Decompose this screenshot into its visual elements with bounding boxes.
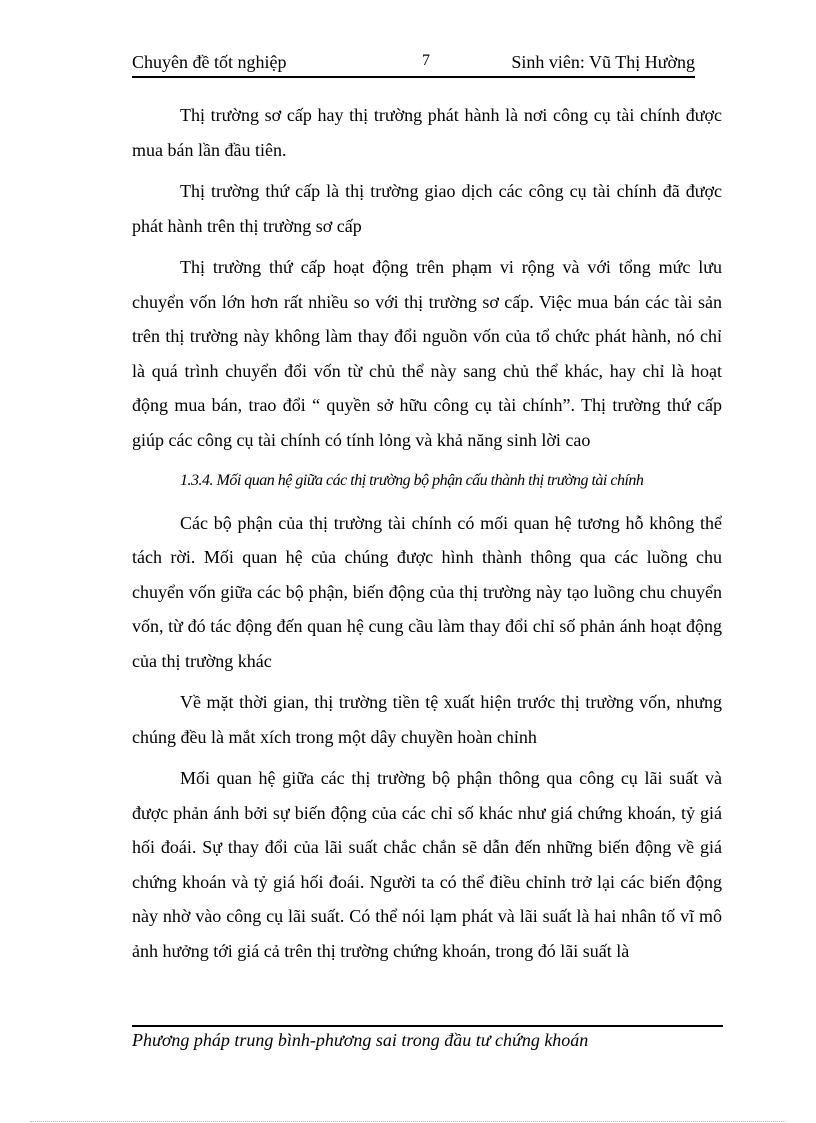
paragraph: Các bộ phận của thị trường tài chính có mối quan hệ tương hỗ không thể tách rời. Mối quan hệ của chúng được hình thành thông qua các luồng chu chuyển vốn giữa các bộ phận, biến động của thị trường này tạo luồng chu chuyển vốn, từ đó tác động đến quan hệ cung cầu làm thay đổi chỉ số phản ánh hoạt động của thị trường khác [132, 512, 722, 671]
paragraph: Thị trường thứ cấp hoạt động trên phạm vi rộng và với tổng mức lưu chuyển vốn lớn hơn rất nhiều so với thị trường sơ cấp. Việc mua bán các tài sản trên thị trường này không làm thay đổi nguồn vốn của tổ chức phát hành, nó chỉ là quá trình chuyển đổi vốn từ chủ thể này sang chủ thể khác, hay chỉ là hoạt động mua bán, trao đổi “ quyền sở hữu công cụ tài chính”. Thị trường thứ cấp giúp các công cụ tài chính có tính lỏng và khả năng sinh lời cao [132, 257, 722, 450]
paragraph: Thị trường thứ cấp là thị trường giao dịch các công cụ tài chính đã được phát hành trên thị trường sơ cấp [132, 181, 722, 236]
page-number: 7 [422, 52, 430, 69]
paragraph: Mối quan hệ giữa các thị trường bộ phận thông qua công cụ lãi suất và được phản ánh bởi sự biến động của các chỉ số khác như giá chứng khoán, tỷ giá hối đoái. Sự thay đổi của lãi suất chắc chắn sẽ dẫn đến những biến động về giá chứng khoán và tỷ giá hối đoái. Người ta có thể điều chỉnh trở lại các biến động này nhờ vào công cụ lãi suất. Có thể nói lạm phát và lãi suất là hai nhân tố vĩ mô ảnh hưởng tới giá cả trên thị trường chứng khoán, trong đó lãi suất là [132, 768, 722, 961]
page-header [132, 52, 695, 78]
header-author: Sinh viên: Vũ Thị Hường [511, 52, 695, 72]
paragraph: Thị trường sơ cấp hay thị trường phát hành là nơi công cụ tài chính được mua bán lần đầu tiên. [132, 105, 722, 160]
header-title: Chuyên đề tốt nghiệp [132, 52, 287, 72]
footer-rule [132, 1025, 723, 1027]
body-text [132, 98, 722, 975]
paragraph: Về mặt thời gian, thị trường tiền tệ xuất hiện trước thị trường vốn, nhưng chúng đều là mắt xích trong một dây chuyền hoàn chỉnh [132, 692, 722, 747]
section-heading: 1.3.4. Mối quan hệ giữa các thị trường bộ phận cấu thành thị trường tài chính [180, 472, 644, 489]
page-bottom-border [30, 1121, 786, 1122]
page-footer: Phương pháp trung bình-phương sai trong đầu tư chứng khoán [132, 1030, 589, 1050]
